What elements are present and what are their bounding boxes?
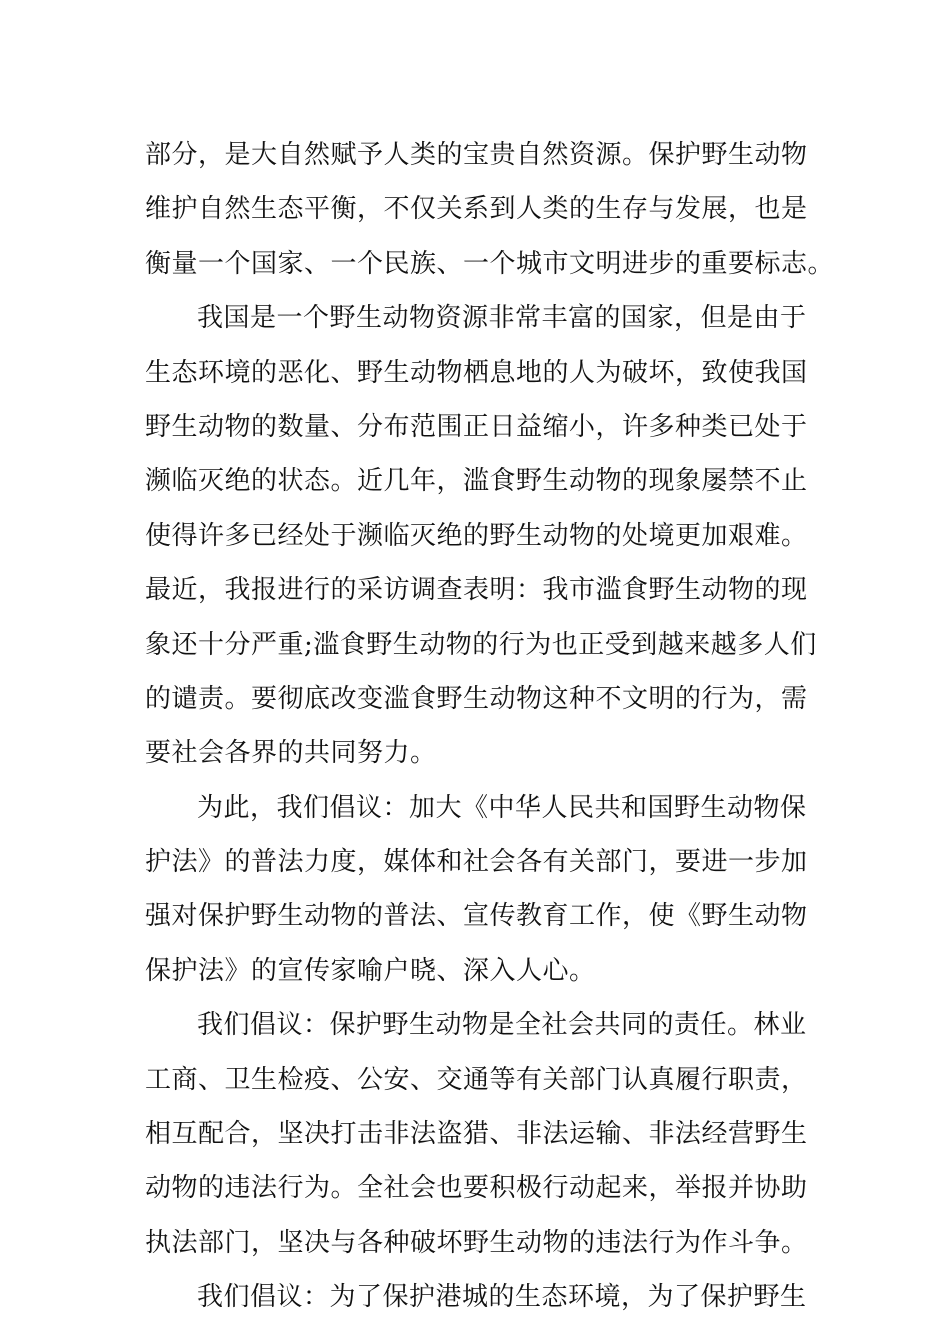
text-line: 要社会各界的共同努力。 (145, 738, 437, 769)
text-line: 工商、卫生检疫、公安、交通等有关部门认真履行职责， (145, 1064, 808, 1095)
text-line: 衡量一个国家、一个民族、一个城市文明进步的重要标志。 (145, 248, 835, 279)
text-line: 最近，我报进行的采访调查表明：我市滥食野生动物的现 (145, 575, 808, 606)
text-line: 我们倡议：保护野生动物是全社会共同的责任。林业 (197, 1010, 807, 1041)
text-line: 动物的违法行为。全社会也要积极行动起来，举报并协助 (145, 1173, 808, 1204)
text-line: 维护自然生态平衡，不仅关系到人类的生存与发展，也是 (145, 194, 808, 225)
text-line: 强对保护野生动物的普法、宣传教育工作，使《野生动物 (145, 901, 808, 932)
text-line: 护法》的普法力度，媒体和社会各有关部门，要进一步加 (145, 847, 808, 878)
text-line: 相互配合，坚决打击非法盗猎、非法运输、非法经营野生 (145, 1119, 808, 1150)
text-line: 象还十分严重;滥食野生动物的行为也正受到越来越多人们 (145, 629, 817, 660)
text-line: 使得许多已经处于濒临灭绝的野生动物的处境更加艰难。 (145, 520, 808, 551)
text-line: 为此，我们倡议：加大《中华人民共和国野生动物保 (197, 792, 807, 823)
text-line: 部分，是大自然赋予人类的宝贵自然资源。保护野生动物 (145, 140, 808, 170)
text-line: 野生动物的数量、分布范围正日益缩小，许多种类已处于 (145, 411, 808, 442)
text-line: 的谴责。要彻底改变滥食野生动物这种不文明的行为，需 (145, 683, 808, 714)
text-line: 保护法》的宣传家喻户晓、深入人心。 (145, 955, 596, 986)
text-line: 我们倡议：为了保护港城的生态环境，为了保护野生 (197, 1282, 807, 1313)
body-text (145, 128, 835, 1325)
text-line: 生态环境的恶化、野生动物栖息地的人为破坏，致使我国 (145, 357, 808, 388)
text-line: 我国是一个野生动物资源非常丰富的国家，但是由于 (197, 303, 807, 334)
text-line: 濒临灭绝的状态。近几年，滥食野生动物的现象屡禁不止 (145, 466, 808, 497)
text-line: 执法部门，坚决与各种破坏野生动物的违法行为作斗争。 (145, 1227, 808, 1258)
